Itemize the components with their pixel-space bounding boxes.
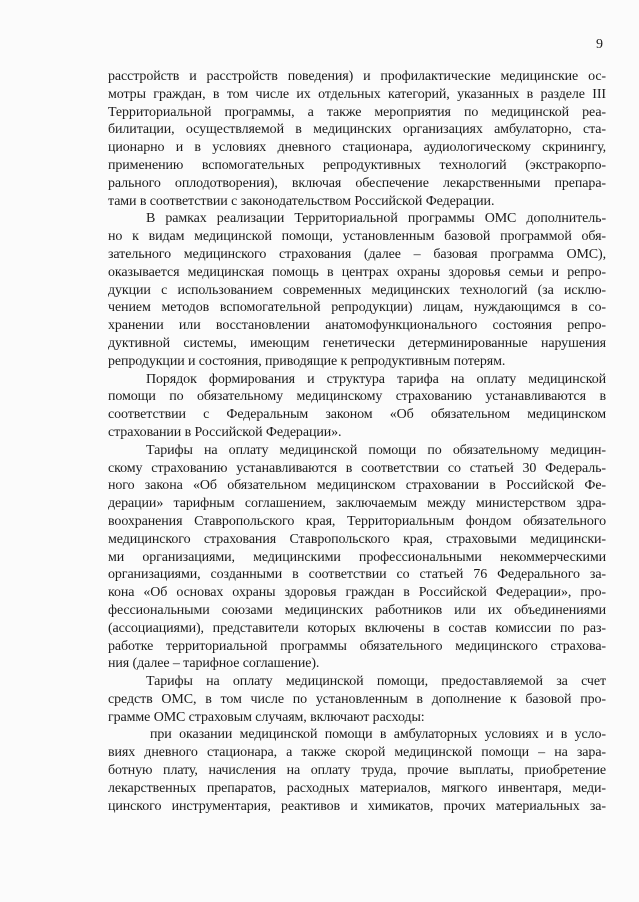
text-line: Тарифы на оплату медицинской помощи, предоставляемой за счет [146,674,606,690]
text-line: ционарно и в условиях дневного стационара, аудиологическому скринингу, [108,140,606,156]
text-line: медицинского страхования Ставропольского края, страховыми медицински- [108,531,606,547]
text-line: расстройств и расстройств поведения) и профилактические медицинские ос- [108,69,606,84]
paragraph [108,210,606,370]
paragraph [108,68,606,210]
paragraph [108,726,606,815]
text-line: грамме ОМС страховым случаям, включают расходы: [108,709,425,725]
text-line: Территориальной программы, а также мероприятия по медицинской реа- [108,104,606,120]
text-line: репродукции и состояния, приводящие к репродуктивным потерям. [108,353,506,369]
text-line: хранении или восстановлении анатомофункционального состояния репро- [108,318,606,334]
text-line: дукции с использованием современных медицинских технологий (за исклю- [108,282,606,298]
text-line: зательного медицинского страхования (далее – базовая программа ОМС), [108,246,606,262]
text-line: рального оплодотворения), включая обеспечение лекарственными препара- [108,175,606,191]
text-line: дерации» тарифным соглашением, заключаемым между министерством здра- [108,496,606,512]
text-line: ботную плату, начисления на оплату труда, прочие выплаты, приобретение [108,763,606,779]
text-line: чением методов вспомогательной репродукции) лицам, нуждающимся в со- [108,300,606,316]
text-line: дуктивной системы, имеющим генетически детерминированные нарушения [108,335,606,351]
text-line: страховании в Российской Федерации». [108,424,342,440]
text-line: применению вспомогательных репродуктивных технологий (экстракорпо- [108,157,606,173]
text-line: помощи по обязательному медицинскому страхованию устанавливаются в [108,389,606,405]
text-line: ного закона «Об обязательном медицинском страховании в Российской Фе- [108,478,606,494]
text-line: Порядок формирования и структура тарифа на оплату медицинской [146,371,606,387]
text-line: билитации, осуществляемой в медицинских организациях амбулаторно, ста- [108,122,606,138]
text-line: работке территориальной программы обязательного медицинского страхова- [108,638,606,654]
text-line: при оказании медицинской помощи в амбулаторных условиях и в усло- [150,727,606,743]
paragraph [108,371,606,442]
text-line: но к видам медицинской помощи, установленным базовой программой обя- [108,229,606,245]
paragraph [108,673,606,726]
text-line: соответствии с Федеральным законом «Об обязательном медицинском [108,407,606,423]
text-line: фессиональными союзами медицинских работников или их объединениями [108,602,606,618]
text-line: Тарифы на оплату медицинской помощи по обязательному медицин- [146,442,606,458]
text-line: кона «Об основах охраны здоровья граждан в Российской Федерации», про- [108,585,606,601]
text-line: В рамках реализации Территориальной программы ОМС дополнитель- [146,211,606,227]
text-line: мотры граждан, в том числе их отдельных категорий, указанных в разделе III [108,86,606,102]
text-line: тами в соответствии с законодательством Российской Федерации. [108,193,495,209]
text-line: виях дневного стационара, а также скорой медицинской помощи – на зара- [108,745,606,761]
text-line: организациями, созданными в соответствии со статьей 76 Федерального за- [108,567,606,583]
text-line: цинского инструментария, реактивов и химикатов, прочих материальных за- [108,798,606,814]
text-line: (ассоциациями), представители которых включены в состав комиссии по раз- [108,620,606,636]
text-line: воохранения Ставропольского края, Территориальным фондом обязательного [108,513,606,529]
page-number: 9 [596,37,603,52]
text-line: лекарственных препаратов, расходных материалов, мягкого инвентаря, меди- [108,780,606,796]
body-text [108,68,606,815]
text-line: ния (далее – тарифное соглашение). [108,656,320,672]
paragraph [108,442,606,673]
text-line: скому страхованию устанавливаются в соответствии со статьей 30 Федераль- [108,460,606,476]
text-line: оказывается медицинская помощь в центрах охраны здоровья семьи и репро- [108,264,606,280]
text-line: ми организациями, медицинскими профессиональными некоммерческими [108,549,606,565]
text-line: средств ОМС, в том числе по установленным в дополнение к базовой про- [108,691,606,707]
